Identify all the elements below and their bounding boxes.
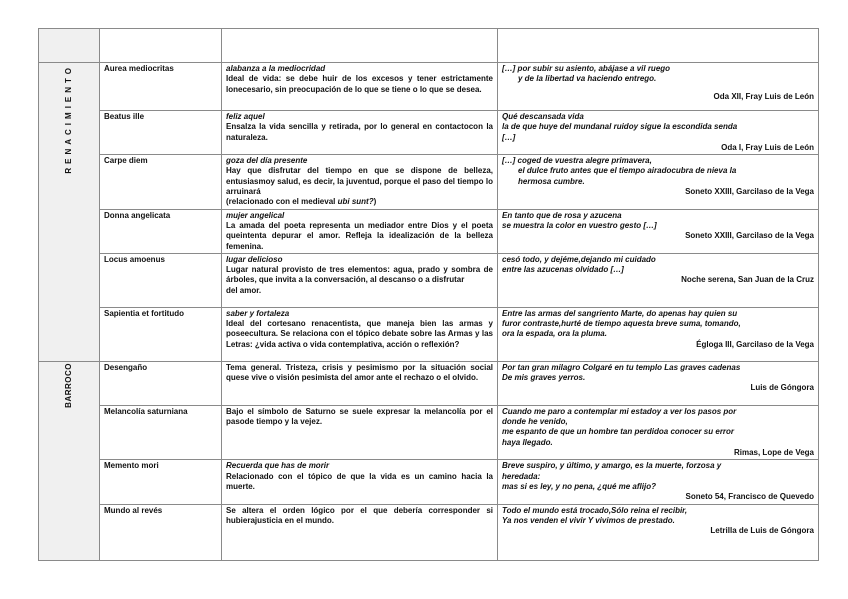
period-cell-barroco (39, 361, 100, 560)
topic-description (222, 405, 498, 459)
example-line: el dulce fruto antes que el tiempo airadocubra de nieva la (518, 166, 737, 176)
example-line: Breve suspiro, y último, y amargo, es la muerte, forzosa y (502, 461, 722, 471)
topic-translation: Recuerda que has de morir (226, 461, 330, 471)
example-line: De mis graves yerros. (502, 373, 586, 383)
example-line: […] (502, 132, 516, 142)
example-line: […] por subir su asiento, abájase a vil ruego (502, 64, 671, 73)
topic-desc-text: Ensalza la vida sencilla y retirada, por lo general en contactocon la naturaleza. (226, 122, 493, 142)
note-emphasis: ubi sunt? (337, 197, 374, 207)
topic-desc-text: Ideal de vida: se debe huir de los excesos y tener estrictamente lonecesario, sin preocupación de lo que se tiene o lo que se desea. (226, 74, 493, 94)
example-line: haya llegado. (502, 437, 553, 447)
topic-description (222, 504, 498, 560)
example-source: Luis de Góngora (750, 383, 814, 393)
topic-description (222, 111, 498, 155)
topic-translation: alabanza a la mediocridad (226, 64, 326, 73)
topic-desc-text: Bajo el símbolo de Saturno se suele expresar la melancolía por el pasode tiempo y la vejez. (226, 406, 493, 427)
example-line: donde he venido, (502, 417, 568, 427)
topic-example (498, 209, 819, 253)
topic-name: Carpe diem (100, 155, 222, 209)
example-line: hermosa cumbre. (518, 176, 585, 186)
example-line: la de que huye del mundanal ruidoy sigue la escondida senda (502, 122, 738, 132)
example-line: Por tan gran milagro Colgaré en tu templo Las graves cadenas (502, 362, 741, 372)
period-cell-renacimiento (39, 63, 100, 362)
example-line: ora la espada, ora la pluma. (502, 329, 607, 339)
topic-example (498, 111, 819, 155)
topic-example (498, 504, 819, 560)
example-source: Oda I, Fray Luis de León (721, 142, 814, 152)
topic-description (222, 209, 498, 253)
note-text: (relacionado con el medieval (226, 197, 338, 207)
table-row (39, 253, 819, 307)
blank-period-cell (39, 29, 100, 63)
table-row (39, 155, 819, 209)
topic-translation: feliz aquel (226, 112, 265, 121)
topic-example (498, 460, 819, 504)
table-row (39, 405, 819, 459)
topic-name: Aurea mediocritas (100, 63, 222, 111)
table-row (39, 460, 819, 504)
topic-description (222, 155, 498, 209)
example-line: furor contraste,hurté de tiempo aquesta breve suma, tomando, (502, 319, 741, 329)
example-line: mas si es ley, y no pena, ¿qué me aflijo? (502, 481, 656, 491)
topic-example (498, 361, 819, 405)
topic-desc-text: La amada del poeta representa un mediador entre Dios y el poeta queintenta depurar el amor. Refleja la idealización de la belleza femenina. (226, 220, 493, 251)
example-line: se muestra la color en vuestro gesto […] (502, 220, 657, 230)
example-line: me espanto de que un hombre tan perdidoa conocer su error (502, 427, 735, 437)
topic-desc-tail: del amor. (226, 285, 262, 295)
topic-desc-text: Relacionado con el tópico de que la vida es un camino hacia la muerte. (226, 471, 493, 491)
topics-table (38, 28, 819, 561)
example-source: Soneto 54, Francisco de Quevedo (685, 492, 814, 502)
topic-name: Locus amoenus (100, 253, 222, 307)
topic-desc-text: Lugar natural provisto de tres elementos: agua, prado y sombra de árboles, que invita a la conversación, al descanso o a disfrutar (226, 265, 493, 285)
example-source: Noche serena, San Juan de la Cruz (681, 275, 814, 285)
table-row (39, 111, 819, 155)
topic-desc-text: Se altera el orden lógico por el que debería corresponder si hubierajusticia en el mundo. (226, 505, 493, 525)
example-line: cesó todo, y dejéme,dejando mi cuidado (502, 254, 656, 264)
example-source: Letrilla de Luis de Góngora (710, 526, 814, 536)
table-row (39, 504, 819, 560)
topic-example (498, 155, 819, 209)
topic-description (222, 253, 498, 307)
topic-name: Desengaño (100, 361, 222, 405)
topic-description (222, 307, 498, 361)
example-line: heredada: (502, 471, 541, 481)
example-source: Rimas, Lope de Vega (733, 448, 814, 458)
topic-translation: mujer angelical (226, 210, 285, 220)
example-line: Entre las armas del sangriento Marte, do apenas hay quien su (502, 308, 738, 318)
topic-example (498, 405, 819, 459)
example-line: En tanto que de rosa y azucena (502, 210, 622, 220)
topic-translation: saber y fortaleza (226, 308, 290, 318)
note-text: ) (373, 197, 377, 207)
example-source: Égloga III, Garcilaso de la Vega (696, 339, 814, 349)
topic-name: Melancolía saturniana (100, 405, 222, 459)
topic-example (498, 307, 819, 361)
topic-translation: goza del día presente (226, 156, 308, 166)
topic-name: Beatus ille (100, 111, 222, 155)
topic-desc-text: Tema general. Tristeza, crisis y pesimismo por la situación social quese vive o visión pesimista del amor ante el rechazo o el olvido. (226, 362, 493, 383)
topic-description (222, 361, 498, 405)
example-line: Ya nos venden el vivir Y vivimos de prestado. (502, 515, 675, 525)
topic-description (222, 460, 498, 504)
example-line: Qué descansada vida (502, 112, 584, 121)
example-source: Soneto XXIII, Garcilaso de la Vega (685, 187, 814, 197)
header-blank-row (39, 29, 819, 63)
example-source: Oda XII, Fray Luis de León (713, 91, 814, 101)
period-label-renacimiento: RENACIMIENTO (63, 64, 73, 174)
topic-name: Mundo al revés (100, 504, 222, 560)
topic-example (498, 253, 819, 307)
table-row (39, 361, 819, 405)
topic-desc-text: Hay que disfrutar del tiempo en que se dispone de belleza, entusiasmoy salud, es decir, la juventud, porque el paso del tiempo lo arruinará (226, 166, 493, 197)
topic-translation: lugar delicioso (226, 254, 283, 264)
blank-cell (498, 29, 819, 63)
example-line: Cuando me paro a contemplar mi estadoy a ver los pasos por (502, 406, 737, 416)
table-row (39, 63, 819, 111)
topic-name: Sapientia et fortitudo (100, 307, 222, 361)
blank-cell (100, 29, 222, 63)
topic-example (498, 63, 819, 111)
topic-desc-note (226, 197, 493, 207)
topic-desc-text: Ideal del cortesano renacentista, que maneja bien las armas y poseecultura. Se relaciona con el tópico debate sobre las Armas y las Letras: ¿vida activa o vida contemplativa, acción o reflexión? (226, 319, 493, 349)
table-row (39, 209, 819, 253)
period-label-barroco: BARROCO (63, 362, 73, 408)
example-line: entre las azucenas olvidado […] (502, 265, 624, 275)
example-line: […] coged de vuestra alegre primavera, (502, 156, 652, 166)
topic-name: Donna angelicata (100, 209, 222, 253)
example-line: Todo el mundo está trocado,Sólo reina el recibir, (502, 505, 688, 515)
blank-cell (222, 29, 498, 63)
table-row (39, 307, 819, 361)
example-source: Soneto XXIII, Garcilaso de la Vega (685, 231, 814, 241)
topic-description (222, 63, 498, 111)
example-line: y de la libertad va haciendo entrego. (518, 74, 657, 84)
topic-name: Memento mori (100, 460, 222, 504)
